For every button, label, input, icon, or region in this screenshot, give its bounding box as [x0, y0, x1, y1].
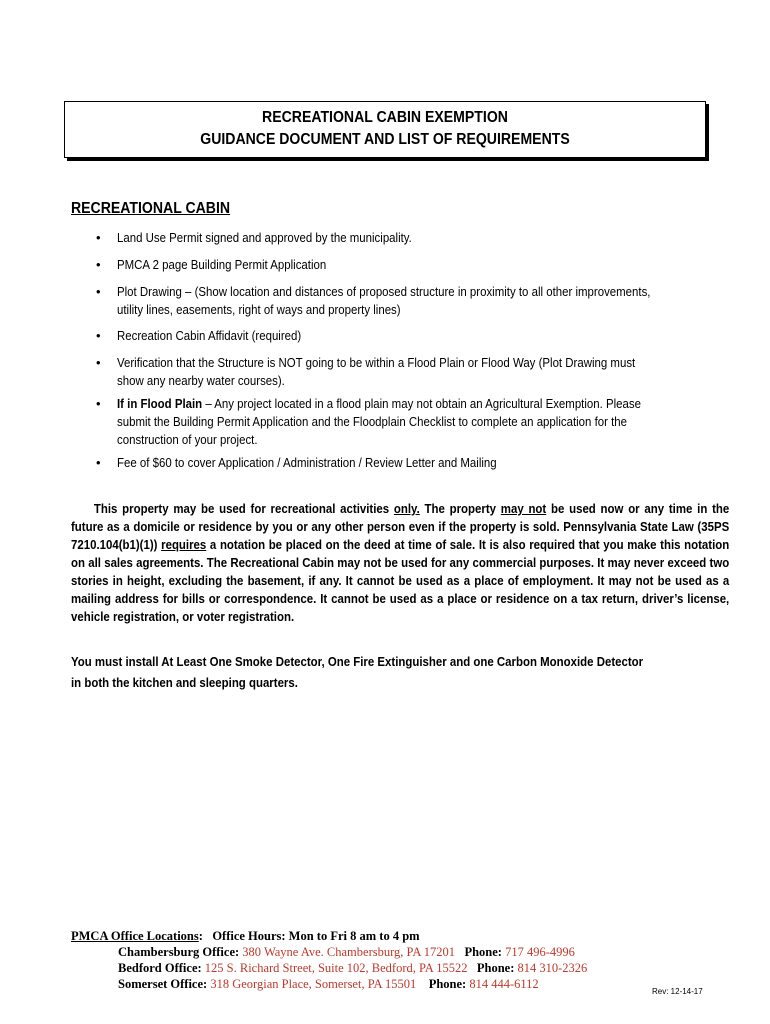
list-item: • Verification that the Structure is NOT going to be within a Flood Plain or Flood Way (Plot Drawing must show any nearby water courses). — [96, 355, 636, 388]
document-title: RECREATIONAL CABIN EXEMPTION — [262, 109, 508, 126]
title-box — [64, 101, 706, 158]
list-item: • Fee of $60 to cover Application / Administration / Review Letter and Mailing — [96, 455, 497, 470]
bullet-icon: • — [96, 230, 101, 245]
bullet-icon: • — [96, 328, 101, 343]
bullet-icon: • — [96, 455, 101, 470]
list-item: • Recreation Cabin Affidavit (required) — [96, 328, 302, 343]
section-heading: RECREATIONAL CABIN — [71, 200, 231, 217]
document-subtitle: GUIDANCE DOCUMENT AND LIST OF REQUIREMENTS — [200, 131, 570, 148]
notice-paragraph: This property may be used for recreational activities only. The property may not be used now or any time in the future as a domicile or residence by you or any other person even if the property is sold. Pennsylvania State Law (35PS 7210.104(b1)(1)) requires a notation be placed on the deed at time of sale. It is also required that you make this notation on all sales agreements. The Recreational Cabin may not be used for any commercial purposes. It may never exceed two stories in height, excluding the basement, if any. It cannot be used as a place of employment. It may not be used as a mailing address for bills or correspondence. It cannot be used as a place or residence on a tax return, driver’s license, vehicle registration, or voter registration. — [71, 501, 730, 624]
office-locations: PMCA Office Locations: Office Hours: Mon to Fri 8 am to 4 pm Chambersburg Office: 380 Wayne Ave. Chambersburg, PA 17201 Phone: 717 496-4996 Bedford Office: 125 S. Richard Street, Suite 102, Bedford, PA 15522 Phone: 814 310-2326 Somerset Office: 318 Georgian Place, Somerset, PA 15501 Phone: 814 444-6112 — [71, 928, 711, 992]
bullet-icon: • — [96, 396, 101, 411]
bullet-icon: • — [96, 257, 101, 272]
office-somerset: Somerset Office: 318 Georgian Place, Somerset, PA 15501 Phone: 814 444-6112 — [118, 977, 539, 991]
office-chambersburg: Chambersburg Office: 380 Wayne Ave. Chambersburg, PA 17201 Phone: 717 496-4996 — [118, 945, 575, 959]
list-item: • If in Flood Plain – Any project located in a flood plain may not obtain an Agricultural Exemption. Please submit the Building Permit Application and the Floodplain Checklist to complete an application for the construction of your project. — [96, 396, 641, 447]
list-item: • PMCA 2 page Building Permit Application — [96, 257, 327, 272]
detector-notice: You must install At Least One Smoke Detector, One Fire Extinguisher and one Carbon Monoxide Detector in both the kitchen and sleeping quarters. — [71, 654, 644, 690]
list-item: • Plot Drawing – (Show location and distances of proposed structure in proximity to all other improvements, utility lines, easements, right of ways and property lines) — [96, 284, 651, 317]
list-item: • Land Use Permit signed and approved by the municipality. — [96, 230, 412, 245]
revision-date: Rev: 12-14-17 — [652, 987, 703, 996]
office-bedford: Bedford Office: 125 S. Richard Street, Suite 102, Bedford, PA 15522 Phone: 814 310-2326 — [118, 961, 588, 975]
bullet-icon: • — [96, 284, 101, 299]
bullet-icon: • — [96, 355, 101, 370]
